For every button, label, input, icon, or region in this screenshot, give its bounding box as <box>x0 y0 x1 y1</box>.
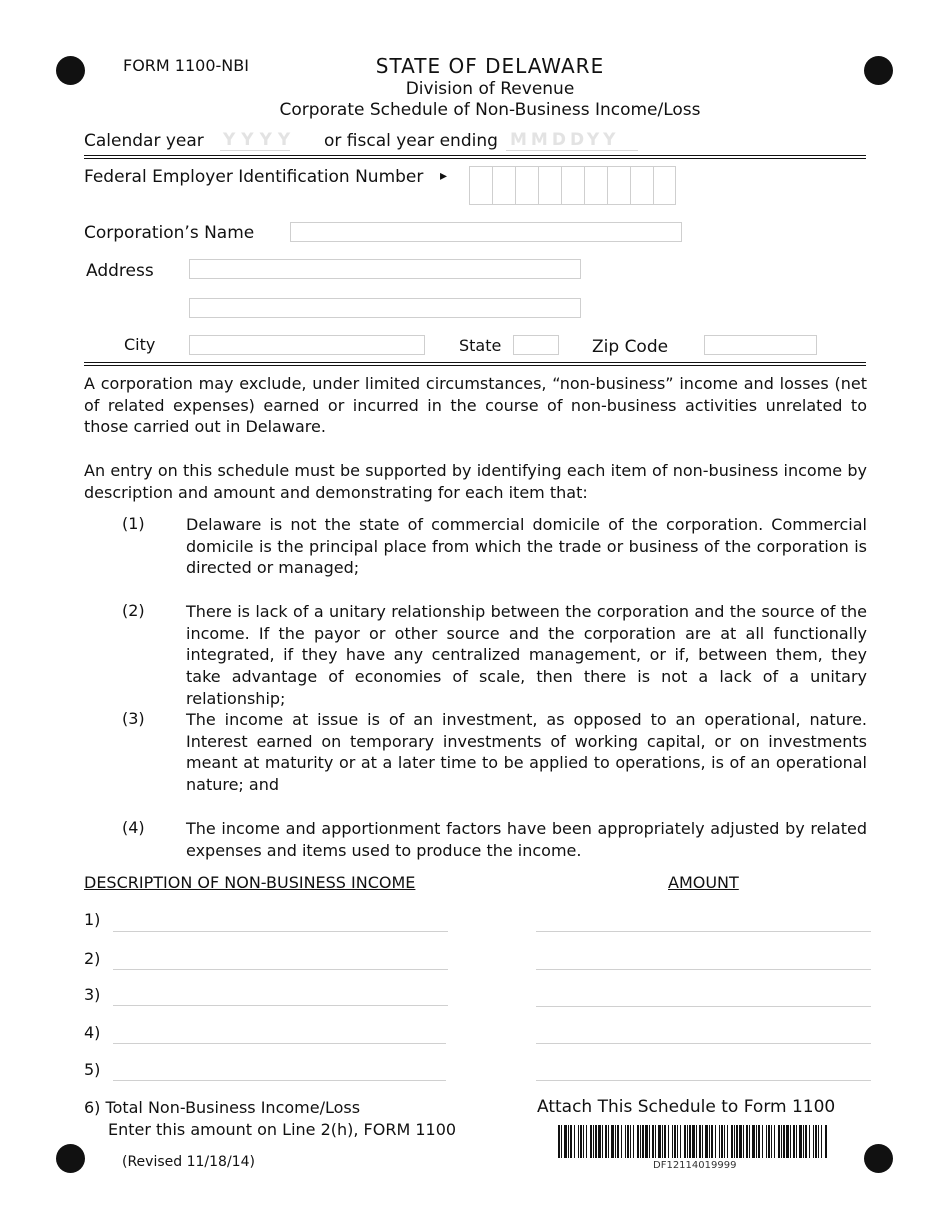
condition-number: (3) <box>122 709 145 728</box>
calendar-year-underline <box>220 150 290 151</box>
description-column-header: DESCRIPTION OF NON-BUSINESS INCOME <box>84 873 416 892</box>
barcode-bar <box>709 1125 710 1158</box>
barcode-bar <box>677 1125 678 1158</box>
amount-input-5[interactable] <box>536 1080 871 1081</box>
barcode <box>558 1125 830 1158</box>
barcode-bar <box>758 1125 760 1158</box>
barcode-bar <box>602 1125 603 1158</box>
barcode-bar <box>774 1125 775 1158</box>
requirements-paragraph: An entry on this schedule must be supported by identifying each item of non-business income by description and amount and demonstrating for each item that: <box>84 461 867 502</box>
condition-number: (2) <box>122 601 145 620</box>
barcode-bar <box>649 1125 650 1158</box>
amount-column-header: AMOUNT <box>668 873 739 892</box>
barcode-bar <box>680 1125 681 1158</box>
address-label: Address <box>86 261 154 281</box>
description-input-5[interactable] <box>113 1080 446 1081</box>
condition-number: (4) <box>122 818 145 837</box>
amount-input-3[interactable] <box>536 1006 871 1007</box>
attach-note: Attach This Schedule to Form 1100 <box>537 1097 836 1117</box>
barcode-bar <box>702 1125 703 1158</box>
barcode-bar <box>605 1125 607 1158</box>
barcode-bar <box>617 1125 619 1158</box>
corporation-name-label: Corporation’s Name <box>84 223 255 243</box>
barcode-bar <box>595 1125 597 1158</box>
barcode-bar <box>564 1125 567 1158</box>
barcode-bar <box>796 1125 797 1158</box>
barcode-bar <box>615 1125 616 1158</box>
address-line2-input[interactable] <box>189 298 581 318</box>
fein-digit-box[interactable] <box>561 166 584 205</box>
divider <box>84 158 866 159</box>
arrow-right-icon: ▸ <box>440 168 448 184</box>
barcode-bar <box>815 1125 817 1158</box>
barcode-bar <box>786 1125 789 1158</box>
barcode-bar <box>568 1125 569 1158</box>
barcode-bar <box>692 1125 695 1158</box>
barcode-bar <box>586 1125 587 1158</box>
row-number: 3) <box>84 985 101 1004</box>
corporation-name-input[interactable] <box>290 222 682 242</box>
calendar-year-label: Calendar year <box>84 131 204 151</box>
divider <box>84 365 866 366</box>
condition-text: The income at issue is of an investment, as opposed to an operational, nature. Interest earned on temporary investments of working capital, or on investments meant at maturity or at a later time to be applied to operations, is of an operational nature; and <box>186 710 867 795</box>
barcode-bar <box>625 1125 626 1158</box>
description-input-1[interactable] <box>113 931 448 932</box>
barcode-bar <box>711 1125 713 1158</box>
barcode-bar <box>752 1125 755 1158</box>
barcode-bar <box>593 1125 594 1158</box>
intro-paragraph: A corporation may exclude, under limited circumstances, “non-business” income and losses (net of related expenses) earned or incurred in the course of non-business activities unrelated to those carried out in Delaware. <box>84 374 867 437</box>
barcode-bar <box>809 1125 810 1158</box>
condition-text: There is lack of a unitary relationship between the corporation and the source of the income. If the payor or other source and the corporation are at all functionally integrated, if they have any centralized management, or if, between them, they take advantage of economies of scale, then there is not a lack of a unitary relationship; <box>186 602 867 708</box>
barcode-bar <box>630 1125 631 1158</box>
barcode-bar <box>652 1125 654 1158</box>
row-number: 1) <box>84 910 101 929</box>
barcode-bar <box>583 1125 584 1158</box>
barcode-bar <box>645 1125 648 1158</box>
address-line1-input[interactable] <box>189 259 581 279</box>
condition-number: (1) <box>122 514 145 533</box>
barcode-bar <box>674 1125 676 1158</box>
barcode-bar <box>721 1125 723 1158</box>
barcode-bar <box>699 1125 701 1158</box>
barcode-bar <box>734 1125 735 1158</box>
fein-digit-box[interactable] <box>584 166 607 205</box>
fein-digit-box[interactable] <box>492 166 515 205</box>
barcode-bar <box>749 1125 750 1158</box>
fein-digit-box[interactable] <box>515 166 538 205</box>
barcode-bar <box>781 1125 782 1158</box>
barcode-bar <box>574 1125 575 1158</box>
barcode-bar <box>658 1125 661 1158</box>
registration-mark-top-left <box>56 56 85 85</box>
barcode-bar <box>766 1125 767 1158</box>
barcode-bar <box>598 1125 601 1158</box>
fein-input[interactable] <box>469 166 676 205</box>
barcode-bar <box>621 1125 622 1158</box>
divider <box>84 362 866 363</box>
state-title: STATE OF DELAWARE <box>375 54 605 78</box>
barcode-bar <box>637 1125 639 1158</box>
condition-text: The income and apportionment factors have been appropriately adjusted by related expenses and items used to produce the income. <box>186 819 867 860</box>
barcode-bar <box>590 1125 592 1158</box>
barcode-bar <box>668 1125 669 1158</box>
zip-code-input[interactable] <box>704 335 817 355</box>
barcode-bar <box>762 1125 763 1158</box>
barcode-bar <box>611 1125 614 1158</box>
barcode-bar <box>790 1125 791 1158</box>
barcode-bar <box>768 1125 770 1158</box>
total-label: 6) Total Non-Business Income/Loss <box>84 1098 361 1117</box>
barcode-bar <box>715 1125 716 1158</box>
zip-code-label: Zip Code <box>592 337 669 357</box>
barcode-bar <box>805 1125 807 1158</box>
fein-digit-box[interactable] <box>538 166 561 205</box>
registration-mark-bottom-right <box>864 1144 893 1173</box>
row-number: 5) <box>84 1060 101 1079</box>
barcode-bar <box>736 1125 738 1158</box>
barcode-bar <box>743 1125 744 1158</box>
fiscal-year-label: or fiscal year ending <box>324 131 498 151</box>
barcode-bar <box>731 1125 733 1158</box>
barcode-bar <box>803 1125 804 1158</box>
description-input-2[interactable] <box>113 969 448 970</box>
barcode-bar <box>608 1125 609 1158</box>
barcode-bar <box>570 1125 572 1158</box>
state-label: State <box>459 336 502 355</box>
barcode-bar <box>640 1125 641 1158</box>
barcode-bar <box>793 1125 795 1158</box>
barcode-bar <box>821 1125 822 1158</box>
barcode-bar <box>705 1125 708 1158</box>
barcode-bar <box>633 1125 634 1158</box>
barcode-bar <box>771 1125 772 1158</box>
barcode-bar <box>696 1125 697 1158</box>
barcode-bar <box>672 1125 673 1158</box>
registration-mark-bottom-left <box>56 1144 85 1173</box>
amount-input-2[interactable] <box>536 969 871 970</box>
description-input-4[interactable] <box>113 1043 446 1044</box>
barcode-bar <box>818 1125 819 1158</box>
fein-digit-box[interactable] <box>630 166 653 205</box>
barcode-bar <box>655 1125 656 1158</box>
barcode-bar <box>727 1125 728 1158</box>
description-input-3[interactable] <box>113 1005 448 1006</box>
amount-input-1[interactable] <box>536 931 871 932</box>
fein-digit-box[interactable] <box>607 166 630 205</box>
fiscal-year-underline <box>506 150 638 151</box>
barcode-bar <box>778 1125 780 1158</box>
divider <box>84 155 866 156</box>
schedule-title: Corporate Schedule of Non-Business Income/Loss <box>279 100 701 120</box>
amount-input-4[interactable] <box>536 1043 871 1044</box>
barcode-bar <box>799 1125 802 1158</box>
barcode-bar <box>825 1125 827 1158</box>
barcode-bar <box>739 1125 742 1158</box>
barcode-bar <box>642 1125 644 1158</box>
row-number: 4) <box>84 1023 101 1042</box>
registration-mark-top-right <box>864 56 893 85</box>
state-input[interactable] <box>513 335 559 355</box>
barcode-bar <box>627 1125 629 1158</box>
barcode-bar <box>687 1125 688 1158</box>
city-label: City <box>124 335 156 354</box>
barcode-bar <box>746 1125 748 1158</box>
barcode-bar <box>756 1125 757 1158</box>
calendar-year-input[interactable]: YYYY <box>223 130 297 150</box>
fiscal-year-input[interactable]: MMDDYY <box>510 130 620 150</box>
barcode-bar <box>664 1125 666 1158</box>
barcode-bar <box>662 1125 663 1158</box>
barcode-bar <box>724 1125 725 1158</box>
barcode-bar <box>689 1125 691 1158</box>
total-instruction: Enter this amount on Line 2(h), FORM 1100 <box>108 1120 457 1139</box>
barcode-bar <box>719 1125 720 1158</box>
row-number: 2) <box>84 949 101 968</box>
condition-text: Delaware is not the state of commercial domicile of the corporation. Commercial domicile is the principal place from which the trade or business of the corporation is directed or managed; <box>186 515 867 578</box>
barcode-bar <box>783 1125 785 1158</box>
division-title: Division of Revenue <box>405 79 575 99</box>
barcode-bar <box>578 1125 579 1158</box>
barcode-bar <box>580 1125 582 1158</box>
barcode-bar <box>684 1125 686 1158</box>
fein-digit-box[interactable] <box>653 166 676 205</box>
barcode-bar <box>561 1125 562 1158</box>
fein-digit-box[interactable] <box>469 166 492 205</box>
fein-label: Federal Employer Identification Number <box>84 167 424 187</box>
form-id: FORM 1100-NBI <box>123 56 249 75</box>
revised-date: (Revised 11/18/14) <box>122 1154 255 1170</box>
barcode-bar <box>813 1125 814 1158</box>
barcode-number: DF12114019999 <box>653 1160 737 1171</box>
barcode-bar <box>558 1125 560 1158</box>
city-input[interactable] <box>189 335 425 355</box>
